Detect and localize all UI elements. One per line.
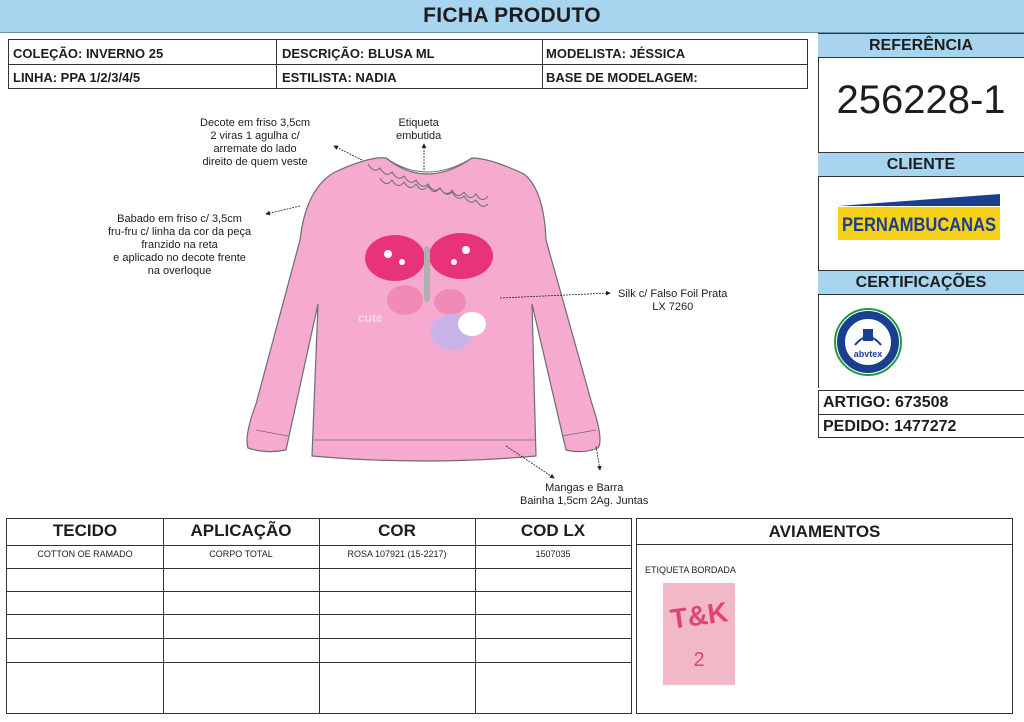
info-box <box>8 39 808 89</box>
certificacoes-header: CERTIFICAÇÕES <box>818 270 1024 295</box>
cliente-logo-text: PERNAMBUCANAS <box>842 215 996 236</box>
mangas-note: Mangas e Barra Bainha 1,5cm 2Ag. Juntas <box>520 482 649 507</box>
modelista-field: MODELISTA: JÉSSICA <box>546 46 686 61</box>
abvtex-seal-icon <box>833 307 903 377</box>
pernambucanas-logo <box>838 194 1000 240</box>
tag-number: 2 <box>693 649 705 671</box>
silk-note: Silk c/ Falso Foil Prata LX 7260 <box>618 288 728 313</box>
babado-note: Babado em friso c/ 3,5cm fru-fru c/ linha da cor da peça franzido na reta e aplicado no decote frente na overloque <box>108 213 252 277</box>
print-text: cute <box>358 311 383 325</box>
cell-aplicacao: CORPO TOTAL <box>209 549 273 559</box>
col-header-cod-lx: COD LX <box>520 521 586 540</box>
linha-field: LINHA: PPA 1/2/3/4/5 <box>13 70 141 85</box>
title-bar <box>0 0 1024 33</box>
svg-text:T&K: T&K <box>668 596 730 635</box>
cell-cod-lx: 1507035 <box>535 549 571 559</box>
pedido-field: PEDIDO: 1477272 <box>818 414 1024 438</box>
materials-table <box>6 518 632 714</box>
cliente-header: CLIENTE <box>818 152 1024 177</box>
divider <box>9 64 807 65</box>
cert-logo-text: abvtex <box>853 349 883 359</box>
aviamentos-title: AVIAMENTOS <box>637 519 1012 545</box>
referencia-header: REFERÊNCIA <box>818 33 1024 58</box>
colecao-field: COLEÇÃO: INVERNO 25 <box>13 46 164 61</box>
col-header-tecido: TECIDO <box>52 521 118 540</box>
embroidered-label-image <box>663 583 735 685</box>
descricao-field: DESCRIÇÃO: BLUSA ML <box>282 46 435 61</box>
cell-tecido: COTTON OE RAMADO <box>37 549 133 559</box>
tk-logo-icon <box>667 595 731 635</box>
artigo-field: ARTIGO: 673508 <box>818 390 1024 414</box>
garment-illustration <box>240 150 612 466</box>
page-title: FICHA PRODUTO <box>423 4 601 27</box>
referencia-value: 256228-1 <box>836 78 1006 122</box>
decote-note: Decote em friso 3,5cm 2 viras 1 agulha c/ arremate do lado direito de quem veste <box>200 117 311 168</box>
aviamentos-box <box>636 518 1013 714</box>
estilista-field: ESTILISTA: NADIA <box>282 70 397 85</box>
aviamento-label: ETIQUETA BORDADA <box>645 565 736 575</box>
col-header-cor: COR <box>378 521 416 540</box>
col-header-aplicacao: APLICAÇÃO <box>190 521 292 540</box>
etiqueta-note: Etiqueta embutida <box>396 117 442 142</box>
cell-cor: ROSA 107921 (15-2217) <box>347 549 447 559</box>
base-modelagem-field: BASE DE MODELAGEM: <box>546 70 698 85</box>
